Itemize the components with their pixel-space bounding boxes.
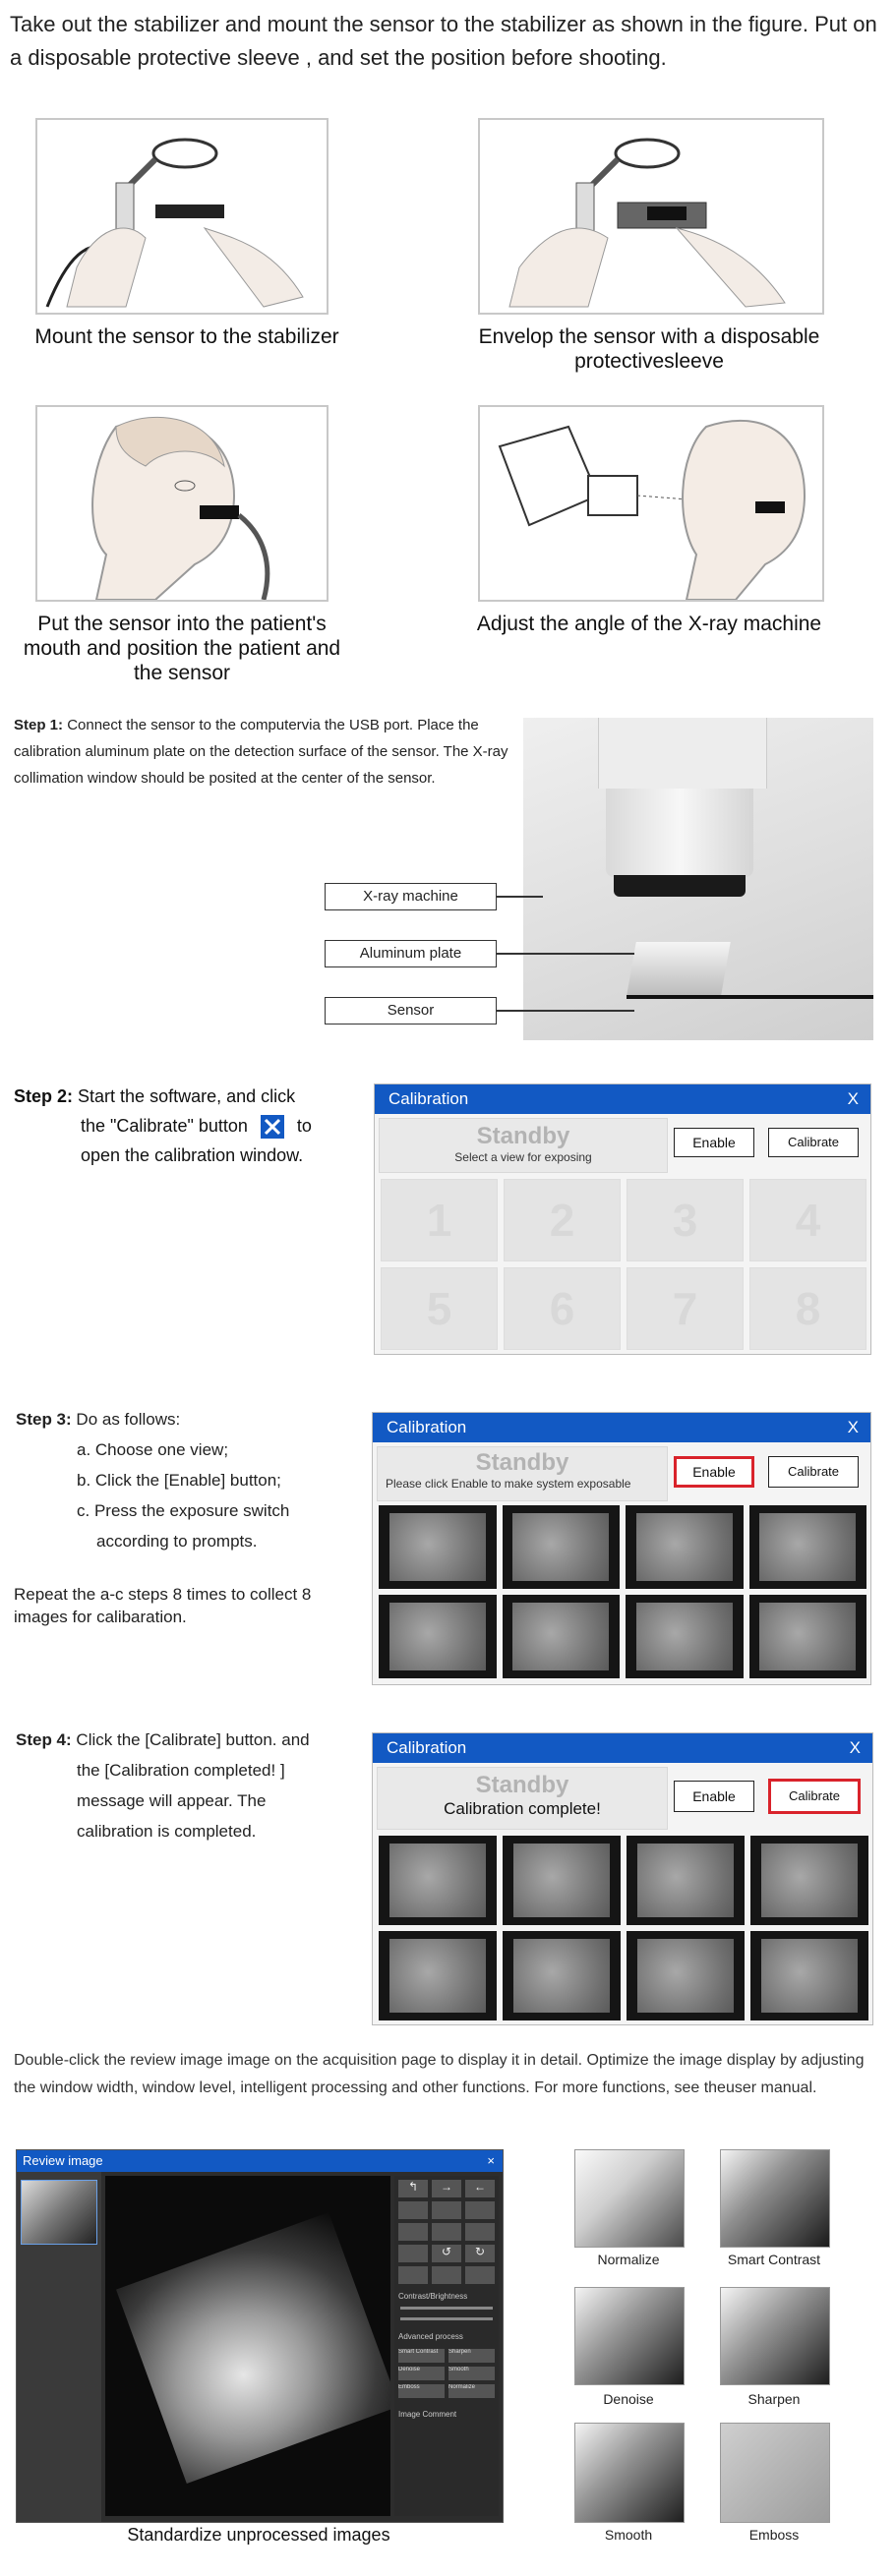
- calibration-image: [627, 1931, 745, 2020]
- step1-label: Step 1:: [14, 717, 64, 733]
- calibrate-tool-icon: [261, 1115, 284, 1139]
- measure-icon[interactable]: [465, 2223, 495, 2241]
- calibration-image: [626, 1595, 744, 1678]
- enable-button[interactable]: Enable: [674, 1456, 754, 1488]
- view-cell[interactable]: 6: [504, 1267, 621, 1350]
- layout-icon[interactable]: [432, 2201, 461, 2219]
- calibration-image: [379, 1836, 497, 1925]
- calibration-image: [626, 1505, 744, 1589]
- calibrate-button[interactable]: Calibrate: [768, 1128, 859, 1157]
- step3-text-block: [16, 1404, 360, 1556]
- step2-line2: the "Calibrate" button: [81, 1116, 248, 1136]
- calibration-window: [372, 1732, 873, 2025]
- aluminum-plate-label: Aluminum plate: [325, 940, 497, 967]
- step2-line2-end: to: [296, 1116, 312, 1136]
- step2-line3: open the calibration window.: [81, 1145, 304, 1165]
- close-icon[interactable]: X: [849, 1738, 861, 1757]
- standby-hint: Calibration complete!: [444, 1799, 601, 1818]
- sleeve-illustration-icon: [480, 120, 822, 313]
- brightness-slider[interactable]: [400, 2317, 493, 2320]
- redo-icon[interactable]: →: [432, 2180, 461, 2197]
- back-icon[interactable]: ←: [465, 2180, 495, 2197]
- smart-contrast-label: Smart Contrast: [727, 2252, 821, 2267]
- thumbnail-strip: [17, 2172, 101, 2522]
- calibration-image: [503, 1505, 621, 1589]
- xray-angle-illustration-icon: [480, 407, 822, 600]
- close-icon[interactable]: X: [847, 1418, 859, 1436]
- standby-text: Standby: [476, 1123, 570, 1149]
- view-cell[interactable]: 3: [627, 1179, 744, 1261]
- calibration-image: [503, 1931, 621, 2020]
- contrast-label: Contrast/Brightness: [398, 2292, 468, 2301]
- processing-thumbnails: [570, 2149, 875, 2552]
- tool-panel: [394, 2176, 499, 2516]
- step1-text-block: [14, 712, 515, 791]
- standby-panel: [379, 1118, 668, 1173]
- illustration-xray-angle: [478, 405, 824, 602]
- view-cell[interactable]: 4: [749, 1179, 866, 1261]
- view-cell[interactable]: 5: [381, 1267, 498, 1350]
- step4-line: Click the [Calibrate] button. and: [76, 1730, 310, 1749]
- intro-text: Take out the stabilizer and mount the sensor to the stabilizer as shown in the figure. Put on a disposable protective sleeve , and set the position before shooting.: [10, 12, 877, 70]
- smooth-label: Smooth: [604, 2527, 653, 2543]
- calibration-title: Calibration: [387, 1418, 467, 1436]
- view-cell[interactable]: 1: [381, 1179, 498, 1261]
- calibration-image: [379, 1595, 497, 1678]
- smooth-thumbnail: [574, 2423, 685, 2523]
- step1-text: Connect the sensor to the computervia the USB port. Place the calibration aluminum plate on the detection surface of the sensor. The X-ray collimation window should be posited at the center of the sensor.: [14, 717, 508, 787]
- illustration-caption: Envelop the sensor with a disposable protectivesleeve: [478, 325, 820, 373]
- normalize-label: Normalize: [597, 2252, 660, 2267]
- stabilizer-mount-illustration-icon: [37, 120, 327, 313]
- illustration-mount: [35, 118, 329, 315]
- enable-button[interactable]: Enable: [674, 1781, 754, 1812]
- main-xray-image[interactable]: [105, 2176, 390, 2516]
- calibration-title: Calibration: [388, 1089, 469, 1108]
- view-cell[interactable]: 7: [627, 1267, 744, 1350]
- standby-text: Standby: [475, 1772, 569, 1798]
- illustration-caption: Adjust the angle of the X-ray machine: [476, 613, 822, 635]
- calibration-window: [372, 1412, 871, 1685]
- step4-line: calibration is completed.: [77, 1822, 257, 1841]
- step3-repeat: Repeat the a-c steps 8 times to collect 8 images for calibaration.: [14, 1585, 312, 1626]
- sensor-label: Sensor: [325, 997, 497, 1025]
- step3-line: b. Click the [Enable] button;: [77, 1471, 281, 1490]
- sharpen-thumbnail: [720, 2287, 830, 2385]
- calibration-title: Calibration: [387, 1738, 467, 1757]
- ruler-icon[interactable]: [398, 2266, 428, 2284]
- calibration-title-bar: [375, 1084, 870, 1114]
- standby-panel: [377, 1446, 668, 1501]
- view-cell[interactable]: 2: [504, 1179, 621, 1261]
- calibration-image: [379, 1931, 497, 2020]
- review-title-bar: [17, 2150, 503, 2172]
- standby-hint: Please click Enable to make system exposable: [386, 1477, 631, 1491]
- review-caption: Standardize unprocessed images: [127, 2525, 390, 2545]
- calibration-image: [749, 1505, 867, 1589]
- rotate-right-icon[interactable]: ↻: [465, 2245, 495, 2262]
- pen-icon[interactable]: [432, 2266, 461, 2284]
- emboss-thumbnail: [720, 2423, 830, 2523]
- smooth-chip[interactable]: Smooth: [448, 2367, 495, 2380]
- step2-label: Step 2:: [14, 1086, 74, 1106]
- denoise-chip[interactable]: Denoise: [398, 2367, 445, 2380]
- step3-line: a. Choose one view;: [77, 1440, 229, 1459]
- denoise-label: Denoise: [603, 2391, 654, 2407]
- calibration-image: [749, 1595, 867, 1678]
- patient-position-illustration-icon: [37, 407, 327, 600]
- normalize-chip[interactable]: Normalize: [448, 2384, 495, 2398]
- step4-text-block: [16, 1725, 360, 1846]
- thumbnail-image[interactable]: [21, 2180, 97, 2245]
- review-title: Review image: [23, 2153, 103, 2168]
- smart-contrast-chip[interactable]: Smart Contrast: [398, 2349, 445, 2363]
- comment-label[interactable]: Image Comment: [398, 2410, 457, 2419]
- emboss-chip[interactable]: Emboss: [398, 2384, 445, 2398]
- calibration-image: [627, 1836, 745, 1925]
- view-cell[interactable]: 8: [749, 1267, 866, 1350]
- standby-panel: [377, 1767, 668, 1830]
- close-icon[interactable]: ×: [487, 2153, 495, 2168]
- step2-text-block: [14, 1082, 368, 1170]
- calibration-title-bar: [373, 1413, 870, 1442]
- select-icon[interactable]: [398, 2201, 428, 2219]
- undo-icon[interactable]: ↰: [398, 2180, 428, 2197]
- emboss-label: Emboss: [748, 2527, 800, 2543]
- standby-text: Standby: [475, 1449, 569, 1476]
- step4-line: the [Calibration completed! ]: [77, 1761, 285, 1780]
- close-icon[interactable]: X: [847, 1089, 859, 1108]
- step2-line1: Start the software, and click: [78, 1086, 296, 1106]
- calibrate-button[interactable]: Calibrate: [768, 1779, 861, 1814]
- standby-hint: Select a view for exposing: [454, 1150, 592, 1164]
- calibration-image: [750, 1931, 868, 2020]
- sharpen-label: Sharpen: [747, 2391, 801, 2407]
- grid-icon[interactable]: [465, 2201, 495, 2219]
- calibration-image: [750, 1836, 868, 1925]
- step3-line: according to prompts.: [96, 1532, 258, 1551]
- calibrate-button[interactable]: Calibrate: [768, 1456, 859, 1488]
- pointer-icon[interactable]: [398, 2223, 428, 2241]
- step3-label: Step 3:: [16, 1410, 72, 1429]
- calibration-image: [503, 1595, 621, 1678]
- denoise-thumbnail: [574, 2287, 685, 2385]
- contrast-slider[interactable]: [400, 2307, 493, 2310]
- review-window: [16, 2149, 504, 2523]
- xray-photo: [523, 718, 873, 1040]
- illustration-caption: Mount the sensor to the stabilizer: [34, 325, 339, 348]
- advanced-label: Advanced process: [398, 2332, 463, 2341]
- illustration-patient: [35, 405, 329, 602]
- xray-machine-label: X-ray machine: [325, 883, 497, 910]
- calibration-image: [379, 1505, 497, 1589]
- invert-icon[interactable]: [398, 2245, 428, 2262]
- calibration-title-bar: [373, 1733, 872, 1763]
- review-paragraph: Double-click the review image image on the acquisition page to display it in detail. Optimize the image display by adjusting the window width, window level, intelligent processing and other functions. For more functions, see theuser manual.: [14, 2052, 865, 2096]
- illustration-caption: Put the sensor into the patient's mouth and position the patient and the sensor: [23, 613, 341, 684]
- enable-button[interactable]: Enable: [674, 1128, 754, 1157]
- rotate-left-icon[interactable]: ↺: [432, 2245, 461, 2262]
- step4-label: Step 4:: [16, 1730, 72, 1749]
- contrast-icon[interactable]: [432, 2223, 461, 2241]
- step4-line: message will appear. The: [77, 1791, 267, 1810]
- normalize-thumbnail: [574, 2149, 685, 2248]
- smart-contrast-thumbnail: [720, 2149, 830, 2248]
- sharpen-chip[interactable]: Sharpen: [448, 2349, 495, 2363]
- illustration-sleeve: [478, 118, 824, 315]
- step3-line: Do as follows:: [76, 1410, 181, 1429]
- step3-line: c. Press the exposure switch: [77, 1501, 290, 1520]
- calibration-window: [374, 1083, 871, 1355]
- calibration-image: [503, 1836, 621, 1925]
- save-icon[interactable]: [465, 2266, 495, 2284]
